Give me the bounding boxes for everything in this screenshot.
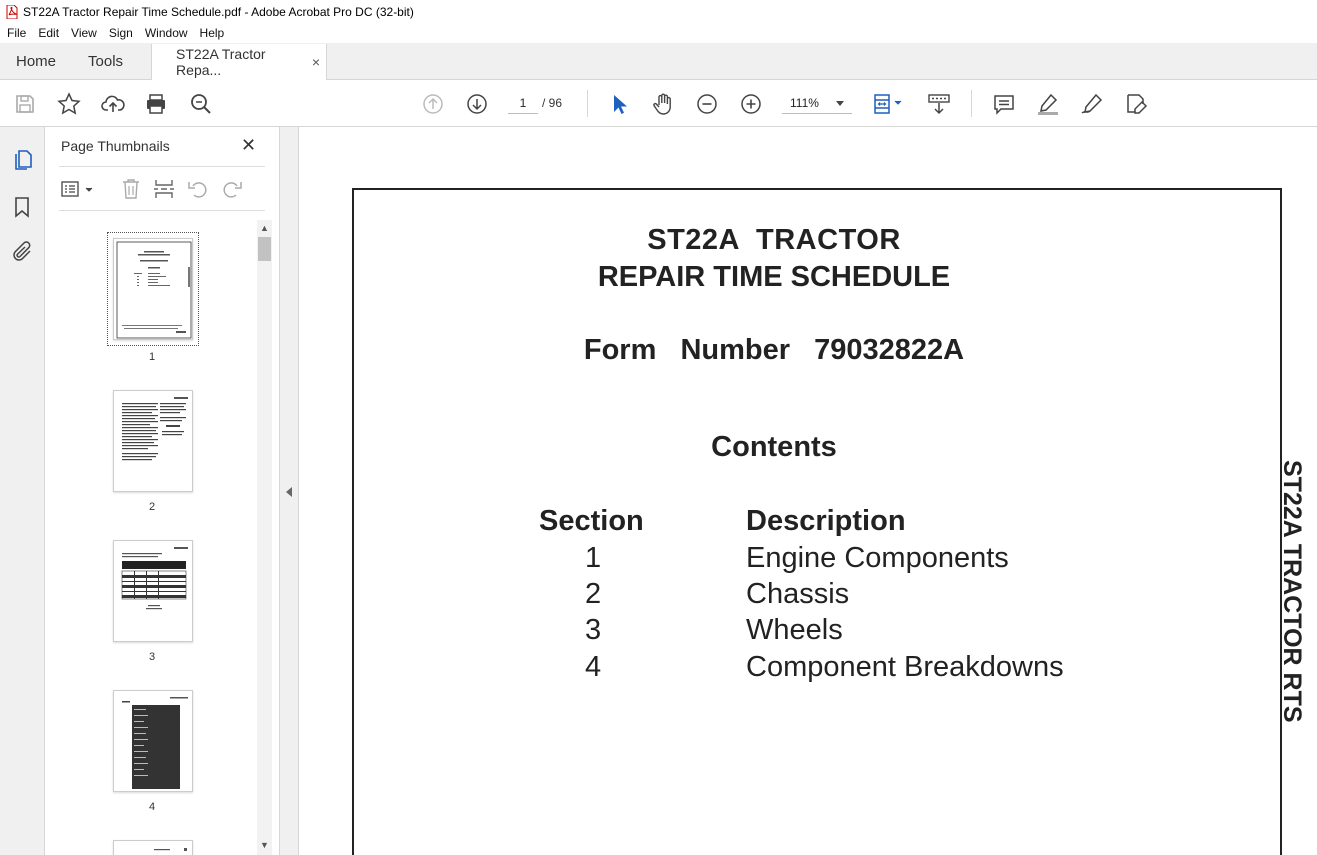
section-number: 4 bbox=[585, 651, 602, 683]
page-number-label: 1 bbox=[148, 351, 156, 363]
save-icon[interactable] bbox=[12, 91, 38, 117]
toolbar-divider bbox=[587, 90, 588, 117]
section-number: 1 bbox=[585, 542, 602, 574]
draw-icon[interactable] bbox=[1079, 91, 1105, 117]
document-view[interactable] bbox=[300, 127, 1317, 855]
panel-divider bbox=[59, 166, 265, 167]
scroll-mode-icon[interactable] bbox=[926, 91, 952, 117]
menu-sign[interactable]: Sign bbox=[108, 26, 133, 40]
highlight-icon[interactable] bbox=[1035, 91, 1061, 117]
page-total: / 96 bbox=[542, 96, 563, 110]
print-icon[interactable] bbox=[143, 91, 169, 117]
section-number: 3 bbox=[585, 614, 602, 646]
section-header: Section bbox=[539, 505, 644, 537]
thumbnails-icon[interactable] bbox=[10, 148, 34, 172]
thumbnail-list bbox=[59, 220, 259, 855]
thumbnail-options-icon[interactable] bbox=[59, 177, 95, 201]
rotate-ccw-icon[interactable] bbox=[186, 177, 210, 201]
page-up-icon[interactable] bbox=[420, 91, 446, 117]
panel-splitter[interactable] bbox=[280, 127, 299, 855]
search-icon[interactable] bbox=[188, 91, 214, 117]
comment-icon[interactable] bbox=[991, 91, 1017, 117]
section-description: Wheels bbox=[746, 614, 843, 646]
menu-bar bbox=[0, 23, 1317, 43]
page-thumbnail-5[interactable] bbox=[113, 840, 193, 855]
menu-edit[interactable]: Edit bbox=[38, 26, 60, 40]
tab-document[interactable] bbox=[151, 44, 327, 80]
pdf-page bbox=[352, 188, 1282, 855]
section-description: Component Breakdowns bbox=[746, 651, 1064, 683]
select-cursor-icon[interactable] bbox=[606, 91, 632, 117]
acrobat-icon bbox=[6, 5, 18, 19]
title-bar bbox=[0, 0, 1317, 23]
tab-document-label: ST22A Tractor Repa... bbox=[176, 46, 266, 78]
page-thumbnail-2[interactable] bbox=[113, 390, 193, 492]
zoom-select[interactable] bbox=[782, 92, 852, 114]
page-number-label: 2 bbox=[148, 501, 156, 513]
page-thumbnail-4[interactable] bbox=[113, 690, 193, 792]
contents-row bbox=[354, 614, 1254, 650]
tab-home[interactable]: Home bbox=[16, 52, 57, 70]
zoom-out-icon[interactable] bbox=[694, 91, 720, 117]
window-title: ST22A Tractor Repair Time Schedule.pdf - Adobe Acrobat Pro DC (32-bit) bbox=[23, 4, 414, 19]
zoom-value: 111% bbox=[790, 96, 819, 110]
scrollbar-thumb[interactable] bbox=[258, 237, 271, 261]
contents-heading: Contents bbox=[711, 431, 837, 463]
rotate-cw-icon[interactable] bbox=[220, 177, 244, 201]
fill-sign-icon[interactable] bbox=[1123, 91, 1149, 117]
hand-icon[interactable] bbox=[650, 91, 676, 117]
upload-icon[interactable] bbox=[100, 91, 126, 117]
section-number: 2 bbox=[585, 578, 602, 610]
scroll-up-icon[interactable]: ▲ bbox=[260, 223, 269, 233]
panel-divider bbox=[59, 210, 265, 211]
split-page-icon[interactable] bbox=[152, 177, 176, 201]
tab-tools[interactable]: Tools bbox=[88, 52, 124, 70]
bookmark-star-icon[interactable] bbox=[56, 91, 82, 117]
form-number: Form Number 79032822A bbox=[583, 334, 965, 366]
page-thumbnail-1[interactable] bbox=[113, 238, 193, 340]
document-title-line2: REPAIR TIME SCHEDULE bbox=[597, 261, 951, 293]
tab-row bbox=[0, 43, 1317, 80]
contents-row bbox=[354, 542, 1254, 578]
contents-row bbox=[354, 578, 1254, 614]
bookmarks-icon[interactable] bbox=[10, 195, 34, 219]
thumbnail-scrollbar[interactable] bbox=[257, 220, 272, 855]
section-description: Engine Components bbox=[746, 542, 1009, 574]
toolbar bbox=[0, 80, 1317, 127]
side-label-text: ST22A TRACTOR RTS bbox=[1278, 460, 1306, 723]
attachments-icon[interactable] bbox=[10, 240, 34, 264]
menu-file[interactable]: File bbox=[7, 26, 27, 40]
delete-page-icon[interactable] bbox=[119, 177, 143, 201]
page-number-input[interactable]: 1 bbox=[508, 92, 538, 114]
page-down-icon[interactable] bbox=[464, 91, 490, 117]
page-thumbnail-3[interactable] bbox=[113, 540, 193, 642]
section-description: Chassis bbox=[746, 578, 850, 610]
collapse-panel-icon[interactable] bbox=[286, 487, 292, 497]
menu-window[interactable]: Window bbox=[144, 26, 188, 40]
description-header: Description bbox=[746, 505, 906, 537]
toolbar-divider bbox=[971, 90, 972, 117]
page-fit-icon[interactable] bbox=[870, 91, 906, 117]
close-panel-icon[interactable]: ✕ bbox=[241, 135, 257, 155]
contents-row bbox=[354, 651, 1254, 687]
panel-title: Page Thumbnails bbox=[61, 138, 170, 154]
scroll-down-icon[interactable]: ▼ bbox=[260, 840, 269, 850]
chevron-down-icon bbox=[836, 101, 844, 106]
page-number-label: 3 bbox=[148, 651, 156, 663]
thumbnails-panel bbox=[45, 127, 280, 855]
menu-help[interactable]: Help bbox=[199, 26, 225, 40]
page-number-label: 4 bbox=[148, 801, 156, 813]
left-rail bbox=[0, 127, 45, 855]
close-tab-icon[interactable]: × bbox=[311, 54, 321, 70]
menu-view[interactable]: View bbox=[71, 26, 97, 40]
zoom-in-icon[interactable] bbox=[738, 91, 764, 117]
document-title-line1: ST22A TRACTOR bbox=[647, 224, 901, 256]
